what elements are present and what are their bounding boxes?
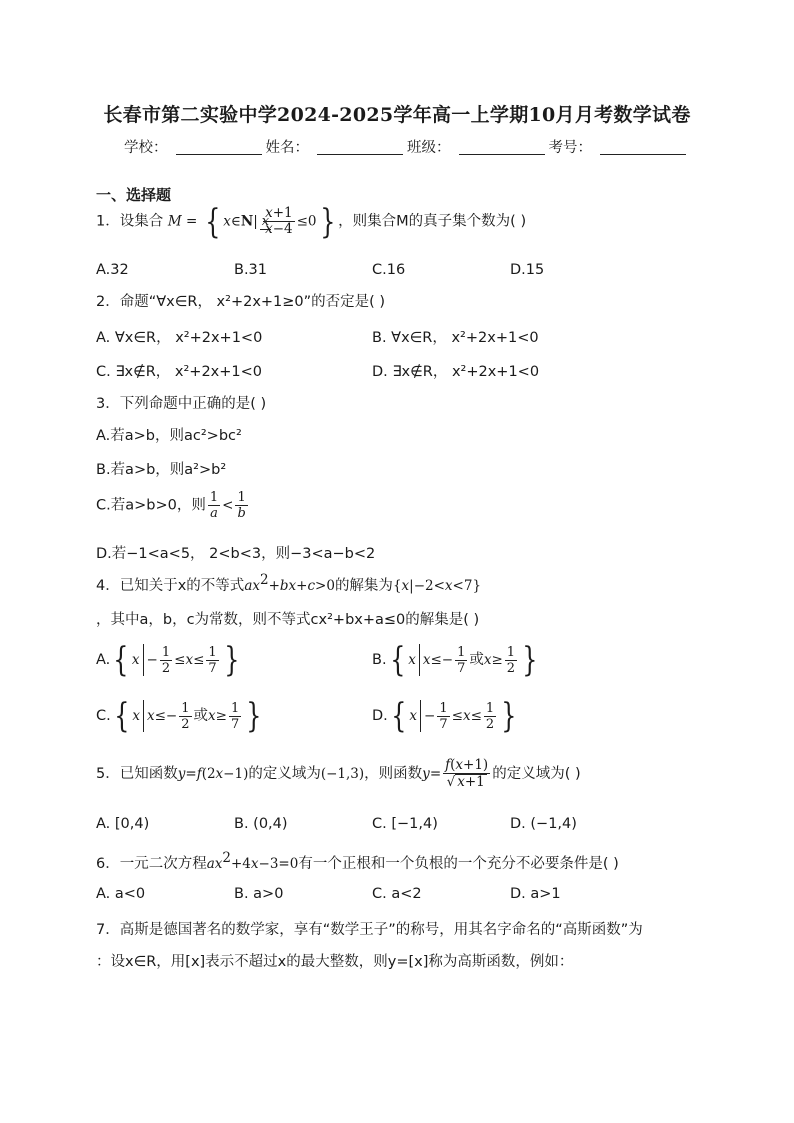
q6-pre: 6．一元二次方程 [96,856,207,872]
student-info-row [124,136,690,157]
section-heading: 一、选择题 [96,186,172,204]
name-blank[interactable] [317,139,403,155]
q3-option-a[interactable]: A.若a>b，则ac²>bc² [96,428,242,444]
q4-option-d[interactable]: D.{ x − $\frac{1}{7}$ ≤x≤ $\frac{1}{2}$ } [372,696,517,736]
q2-option-c[interactable]: C. ∃x∉R， x²+2x+1<0 [96,364,262,380]
q6-option-a[interactable]: A. a<0 [96,886,146,902]
q2-option-b[interactable]: B. ∀x∈R， x²+2x+1<0 [372,330,539,346]
q5-option-c[interactable]: C. [−1,4) [372,816,438,832]
q1-option-b[interactable]: B.31 [234,262,268,278]
school-label: 学校： [124,140,168,156]
q5-pre: 5．已知函数 [96,766,178,782]
q4-option-b[interactable]: B.{ x x≤− $\frac{1}{7}$ 或x≥ $\frac{1}{2}$ } [372,640,538,680]
q6-option-d[interactable]: D. a>1 [510,886,561,902]
q1-tail: ，则集合M的真子集个数为( ) [338,213,527,230]
question-2-stem: 2．命题“∀x∈R， x²+2x+1≥0”的否定是( ) [96,294,386,310]
school-blank[interactable] [176,139,262,155]
q5-mid: 的定义域为 [248,766,321,782]
q4-option-c-label: C. [96,708,111,724]
q1-label: 1．设集合 [96,213,164,230]
q4-option-a-label: A. [96,652,111,668]
question-4-line-2: ，其中a，b，c为常数，则不等式cx²+bx+a≤0的解集是( ) [96,612,480,628]
q2-option-d[interactable]: D. ∃x∉R， x²+2x+1<0 [372,364,540,380]
q5-option-a[interactable]: A. [0,4) [96,816,150,832]
q2-option-a[interactable]: A. ∀x∈R， x²+2x+1<0 [96,330,263,346]
q3-option-c-text: C.若a>b>0，则 [96,497,206,514]
q1-option-d[interactable]: D.15 [510,262,545,278]
q4-option-a[interactable]: A.{ x − $\frac{1}{2}$ ≤x≤ $\frac{1}{7}$ } [96,640,240,680]
name-label: 姓名： [265,140,309,156]
question-3-stem: 3．下列命题中正确的是( ) [96,396,267,412]
q5-mid2: ，则函数 [364,766,423,782]
q4-option-d-label: D. [372,708,388,724]
question-5-stem: 5．已知函数y=f(2x−1)的定义域为(−1,3)，则函数y= $\frac{f(x+1)}{√ x+1}$ 的定义域为( ) [96,757,581,790]
question-6-stem: 6．一元二次方程$ax^2+4x-3=0$有一个正根和一个负根的一个充分不必要条件是( ) [96,850,619,872]
q4-line1-pre: 4．已知关于x的不等式 [96,578,245,594]
q5-post: 的定义域为( ) [492,766,581,782]
question-7-line-1: 7．高斯是德国著名的数学家，享有“数学王子”的称号，用其名字命名的“高斯函数”为 [96,922,643,938]
q6-post: 有一个正根和一个负根的一个充分不必要条件是( ) [298,856,619,872]
q5-option-d[interactable]: D. (−1,4) [510,816,577,832]
question-4-line-1: 4．已知关于x的不等式$ax^2+bx+c>0$的解集为{x|−2<x<7} [96,572,482,594]
q4-option-b-label: B. [372,652,387,668]
class-label: 班级： [407,140,451,156]
q6-option-c[interactable]: C. a<2 [372,886,422,902]
q3-option-c[interactable]: C.若a>b>0，则 $\frac{1}{a}$ < $\frac{1}{b}$ [96,490,246,521]
q4-option-c[interactable]: C.{ x x≤− $\frac{1}{2}$ 或x≥ $\frac{1}{7}$ } [96,696,262,736]
q6-option-b[interactable]: B. a>0 [234,886,284,902]
q3-option-b[interactable]: B.若a>b，则a²>b² [96,462,227,478]
question-1-stem: 1．设集合 M = { x∈N| x $\frac{x+1}{x-4}$ ≤0} ，则集合M的真子集个数为( ) [96,201,527,242]
q5-option-b[interactable]: B. (0,4) [234,816,288,832]
page-title: 长春市第二实验中学2024-2025学年高一上学期10月月考数学试卷 [103,104,691,126]
class-blank[interactable] [459,139,545,155]
q3-option-d[interactable]: D.若−1<a<5， 2<b<3，则−3<a−b<2 [96,546,376,562]
q1-option-c[interactable]: C.16 [372,262,406,278]
number-blank[interactable] [600,139,686,155]
question-7-line-2: ：设x∈R，用[x]表示不超过x的最大整数，则y=[x]称为高斯函数，例如： [96,954,574,970]
q1-option-a[interactable]: A.32 [96,262,129,278]
q4-line1-post: 的解集为 [334,578,393,594]
number-label: 考号： [548,140,592,156]
